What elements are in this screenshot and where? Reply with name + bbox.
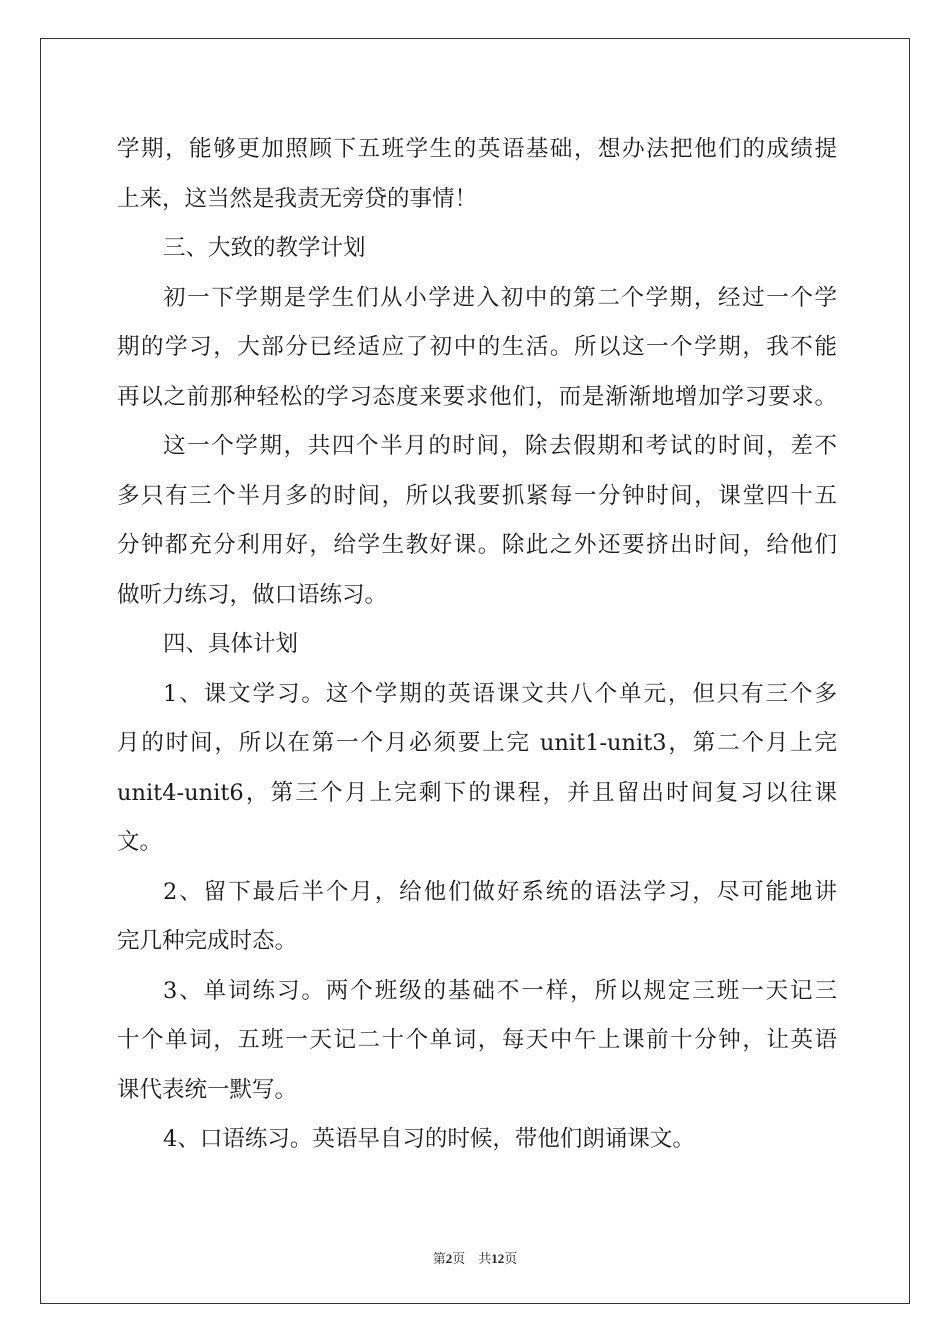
- paragraph-line: 期的学习，大部分已经适应了初中的生活。所以这一个学期，我不能: [117, 334, 837, 360]
- paragraph-line: 1、课文学习。这个学期的英语课文共八个单元，但只有三个多: [163, 680, 837, 707]
- page-prefix: 第: [432, 1251, 446, 1266]
- paragraph-line: 再以之前那种轻松的学习态度来要求他们，而是渐渐地增加学习要求。: [117, 383, 837, 410]
- paragraph-line: 4、口语练习。英语早自习的时候，带他们朗诵课文。: [163, 1126, 695, 1152]
- paragraph-line: 做听力练习，做口语练习。: [117, 581, 388, 608]
- paragraph-line: 学期，能够更加照顾下五班学生的英语基础，想办法把他们的成绩提: [117, 136, 837, 162]
- paragraph-line: 上来，这当然是我责无旁贷的事情！: [117, 185, 478, 212]
- paragraph-line: 3、单词练习。两个班级的基础不一样，所以规定三班一天记三: [163, 977, 837, 1004]
- page-current: 2: [445, 1251, 453, 1266]
- paragraph-line: 这一个学期，共四个半月的时间，除去假期和考试的时间，差不: [163, 433, 837, 459]
- paragraph-line: 多只有三个半月多的时间，所以我要抓紧每一分钟时间，课堂四十五: [117, 482, 837, 509]
- paragraph-line: 初一下学期是学生们从小学进入初中的第二个学期，经过一个学: [163, 284, 837, 311]
- paragraph-line: 课代表统一默写。: [117, 1076, 298, 1103]
- page-mid: 页 共: [452, 1251, 492, 1266]
- document-body: [117, 125, 837, 1165]
- paragraph-line: unit4-unit6，第三个月上完剩下的课程，并且留出时间复习以往课: [117, 779, 837, 806]
- paragraph-line: 月的时间，所以在第一个月必须要上完 unit1-unit3，第二个月上完: [117, 730, 837, 756]
- paragraph-line: 分钟都充分利用好，给学生教好课。除此之外还要挤出时间，给他们: [117, 532, 837, 558]
- page-footer: [0, 1248, 950, 1267]
- paragraph-line: 十个单词，五班一天记二十个单词，每天中午上课前十分钟，让英语: [117, 1027, 837, 1053]
- page-suffix: 页: [504, 1251, 518, 1266]
- section-heading: 四、具体计划: [163, 631, 299, 657]
- paragraph-line: 文。: [117, 829, 163, 855]
- paragraph-line: 2、留下最后半个月，给他们做好系统的语法学习，尽可能地讲: [163, 878, 837, 905]
- page-total: 12: [491, 1251, 505, 1266]
- paragraph-line: 完几种完成时态。: [117, 928, 298, 954]
- section-heading: 三、大致的教学计划: [163, 235, 366, 261]
